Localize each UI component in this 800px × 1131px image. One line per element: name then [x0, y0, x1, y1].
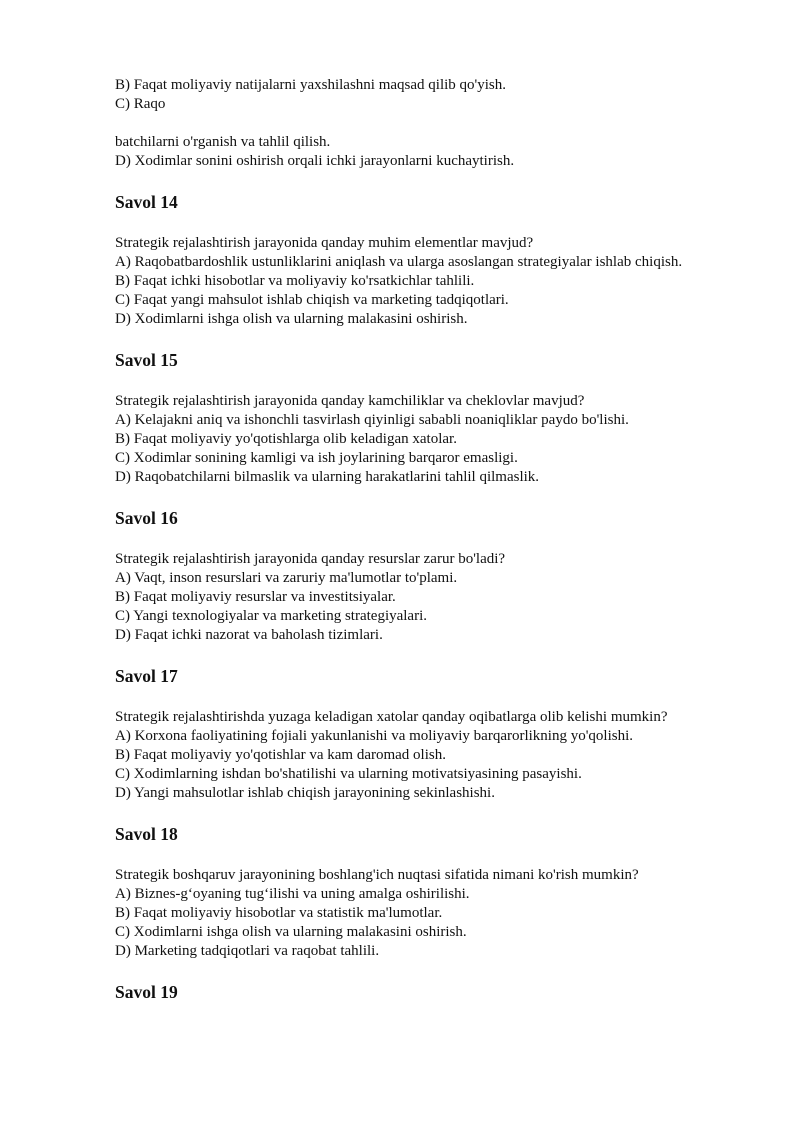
answer-option-b: B) Faqat ichki hisobotlar va moliyaviy ko'rsatkichlar tahlili.	[115, 273, 475, 289]
answer-option-b: B) Faqat moliyaviy hisobotlar va statistik ma'lumotlar.	[115, 905, 443, 921]
question-section-15	[115, 349, 755, 487]
question-section-18	[115, 823, 755, 961]
question-heading: Savol 18	[115, 824, 178, 844]
question-heading: Savol 17	[115, 666, 178, 686]
answer-option-d: D) Yangi mahsulotlar ishlab chiqish jarayonining sekinlashishi.	[115, 785, 495, 801]
answer-option-d: D) Raqobatchilarni bilmaslik va ularning harakatlarini tahlil qilmaslik.	[115, 469, 540, 485]
question-text: Strategik boshqaruv jarayonining boshlang'ich nuqtasi sifatida nimani ko'rish mumkin?	[115, 867, 639, 883]
option-line: C) Raqo	[115, 96, 166, 112]
question-text: Strategik rejalashtirish jarayonida qanday resurslar zarur bo'ladi?	[115, 551, 506, 567]
question-heading: Savol 16	[115, 508, 178, 528]
question-text: Strategik rejalashtirish jarayonida qanday kamchiliklar va cheklovlar mavjud?	[115, 393, 585, 409]
question-section-17	[115, 665, 755, 803]
option-line: B) Faqat moliyaviy natijalarni yaxshilashni maqsad qilib qo'yish.	[115, 77, 506, 93]
question-heading: Savol 15	[115, 350, 178, 370]
answer-option-a: A) Raqobatbardoshlik ustunliklarini aniqlash va ularga asoslangan strategiyalar ishlab chiqish.	[115, 254, 683, 270]
question-section-19	[115, 981, 755, 1003]
answer-option-d: D) Marketing tadqiqotlari va raqobat tahlili.	[115, 943, 380, 959]
question-heading: Savol 14	[115, 192, 178, 212]
answer-option-c: C) Xodimlarni ishga olish va ularning malakasini oshirish.	[115, 924, 467, 940]
answer-option-b: B) Faqat moliyaviy resurslar va investitsiyalar.	[115, 589, 396, 605]
answer-option-c: C) Xodimlar sonining kamligi va ish joylarining barqaror emasligi.	[115, 450, 518, 466]
question-section-14	[115, 191, 755, 329]
question-heading: Savol 19	[115, 982, 178, 1002]
answer-option-d: D) Xodimlarni ishga olish va ularning malakasini oshirish.	[115, 311, 468, 327]
answer-option-c: C) Yangi texnologiyalar va marketing strategiyalari.	[115, 608, 428, 624]
answer-option-a: A) Vaqt, inson resurslari va zaruriy ma'lumotlar to'plami.	[115, 570, 458, 586]
question-text: Strategik rejalashtirishda yuzaga keladigan xatolar qanday oqibatlarga olib kelishi mumkin?	[115, 709, 668, 725]
intro-block	[115, 76, 755, 171]
paragraph-gap	[115, 114, 755, 133]
answer-option-a: A) Korxona faoliyatining fojiali yakunlanishi va moliyaviy barqarorlikning yo'qolishi.	[115, 728, 634, 744]
answer-option-c: C) Faqat yangi mahsulot ishlab chiqish va marketing tadqiqotlari.	[115, 292, 509, 308]
option-line: D) Xodimlar sonini oshirish orqali ichki jarayonlarni kuchaytirish.	[115, 153, 515, 169]
document-page	[115, 76, 755, 1003]
question-section-16	[115, 507, 755, 645]
answer-option-b: B) Faqat moliyaviy yo'qotishlar va kam daromad olish.	[115, 747, 446, 763]
answer-option-d: D) Faqat ichki nazorat va baholash tizimlari.	[115, 627, 383, 643]
option-line-continuation: batchilarni o'rganish va tahlil qilish.	[115, 134, 331, 150]
answer-option-a: A) Biznes-g‘oyaning tug‘ilishi va uning amalga oshirilishi.	[115, 886, 470, 902]
answer-option-a: A) Kelajakni aniq va ishonchli tasvirlash qiyinligi sababli noaniqliklar paydo bo'lishi.	[115, 412, 629, 428]
question-text: Strategik rejalashtirish jarayonida qanday muhim elementlar mavjud?	[115, 235, 534, 251]
answer-option-c: C) Xodimlarning ishdan bo'shatilishi va ularning motivatsiyasining pasayishi.	[115, 766, 582, 782]
answer-option-b: B) Faqat moliyaviy yo'qotishlarga olib keladigan xatolar.	[115, 431, 457, 447]
